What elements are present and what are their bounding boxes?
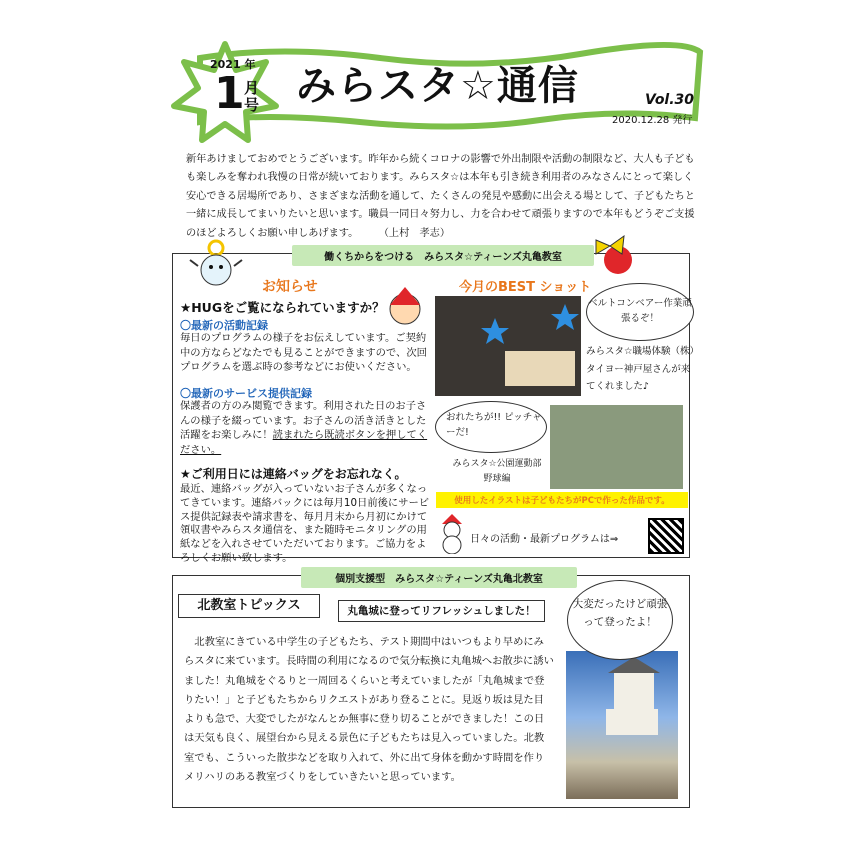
daily-activity-link-text: 日々の活動・最新プログラムは⇒: [470, 534, 619, 545]
section-marugame-header: 働くちからをつける みらスタ☆ティーンズ丸亀教室: [292, 245, 594, 266]
section-kita-header: 個別支援型 みらスタ☆ティーンズ丸亀北教室: [301, 567, 577, 588]
kita-topics-label: 北教室トピックス: [178, 594, 320, 618]
work-experience-photo: [435, 296, 581, 396]
photo1-speech-bubble: ベルトコンベアー作業頑張るぞ！: [586, 283, 694, 341]
service-record-heading: 〇最新のサービス提供記録: [180, 387, 312, 400]
bag-heading: ★ご利用日には連絡バッグをお忘れなく。: [180, 467, 407, 481]
snowman-icon: [188, 238, 244, 292]
issue-date: 2020.12.28 発行: [612, 115, 693, 126]
castle-speech-bubble: 大変だったけど頑張って登ったよ！: [567, 580, 673, 660]
star-stickers-icon: [435, 296, 581, 396]
castle-icon: [566, 651, 678, 799]
hug-heading: ★HUGをご覧になられていますか？: [180, 300, 385, 315]
castle-news-title: 丸亀城に登ってリフレッシュしました！: [338, 600, 545, 622]
newsletter-title: みらスタ☆通信: [296, 63, 579, 109]
bag-text: 最近、連絡バッグが入っていないお子さんが多くなってきています。連絡バックには毎月10日前後にサービス提供記録表や請求書を、毎月月末から月初にかけて領収書やみらスタ通信を、また随時モニタリングの用紙などを入れさせていただいております。ご協力をよろしくお願い致します。: [180, 483, 430, 564]
service-record-text: [180, 399, 430, 457]
issue-month-label: 月号: [244, 79, 260, 114]
qr-code[interactable]: [648, 518, 684, 554]
issue-month: 1: [214, 68, 245, 119]
volume-number: Vol.30: [645, 92, 695, 108]
photo2-caption: みらスタ☆公園運動部 野球編: [452, 459, 542, 484]
service-record-body: 保護者の方のみ閲覧できます。利用された日のお子さんの様子を綴っています。お子さんの活き活きとした活躍をお楽しみに！: [180, 400, 427, 441]
santa-icon: [382, 285, 428, 325]
small-snowman-icon: [436, 514, 468, 554]
photo2-speech-bubble: おれたちが!! ピッチャーだ!: [435, 401, 547, 453]
notice-title: お知らせ: [262, 279, 318, 295]
castle-photo: [566, 651, 678, 799]
illustration-note: 使用したイラストは子どもたちがPCで作った作品です。: [436, 492, 688, 508]
activity-record-text: 毎日のプログラムの様子をお伝えしています。ご契約中の方ならどなたでも見ることができますので、次回プログラムを選ぶ時の参考などにお使いください。: [180, 332, 427, 373]
best-shot-title: 今月のBEST ショット: [459, 280, 592, 295]
photo1-caption: みらスタ☆職場体験（株）タイヨー神戸屋さんが来てくれました♪: [586, 346, 695, 392]
intro-text: 新年あけましておめでとうございます。昨年から続くコロナの影響で外出制限や活動の制限など、大人も子どもも楽しみを奪われ我慢の日常が続いております。みらスタ☆は本年も引き続き利用者のみなさんにとって楽しく安心できる居場所であり、さまざまな活動を通して、たくさんの発見や感動に出会える場として、子どもたちと一緒に成長してまいりたいと思います。職員一同日々努力し、力を合わせて頑張りますので本年もどうぞご支援のほどよろしくお願い申しあげます。 （上村 孝志）: [186, 154, 695, 239]
ornament-icon: [588, 232, 638, 276]
activity-record-heading: 〇最新の活動記録: [180, 319, 268, 332]
baseball-photo: [550, 405, 683, 489]
issue-year: 2021 年: [210, 58, 256, 71]
castle-news-text: 北教室にきている中学生の子どもたち、テスト期間中はいつもより早めにみらスタに来ています。長時間の利用になるので気分転換に丸亀城へお散歩に誘いました！丸亀城をぐるりと一周回るくらいと考えていましたが「丸亀城まで登りたい！」と子どもたちからリクエストがあり登ることに。見返り坂は見た目よりも急で、大変でしたがなんとか無事に登り切ることができました！この日は天気も良く、展望台から見える景色に子どもたちは見入っていました。北教室でも、こういった散歩などを取り入れて、外に出て身体を動かす時間を作りメリハリのある教室づくりをしていきたいと思っています。: [184, 636, 554, 784]
read-button-note: 読まれたら既読ボタンを押してください。: [180, 429, 428, 456]
